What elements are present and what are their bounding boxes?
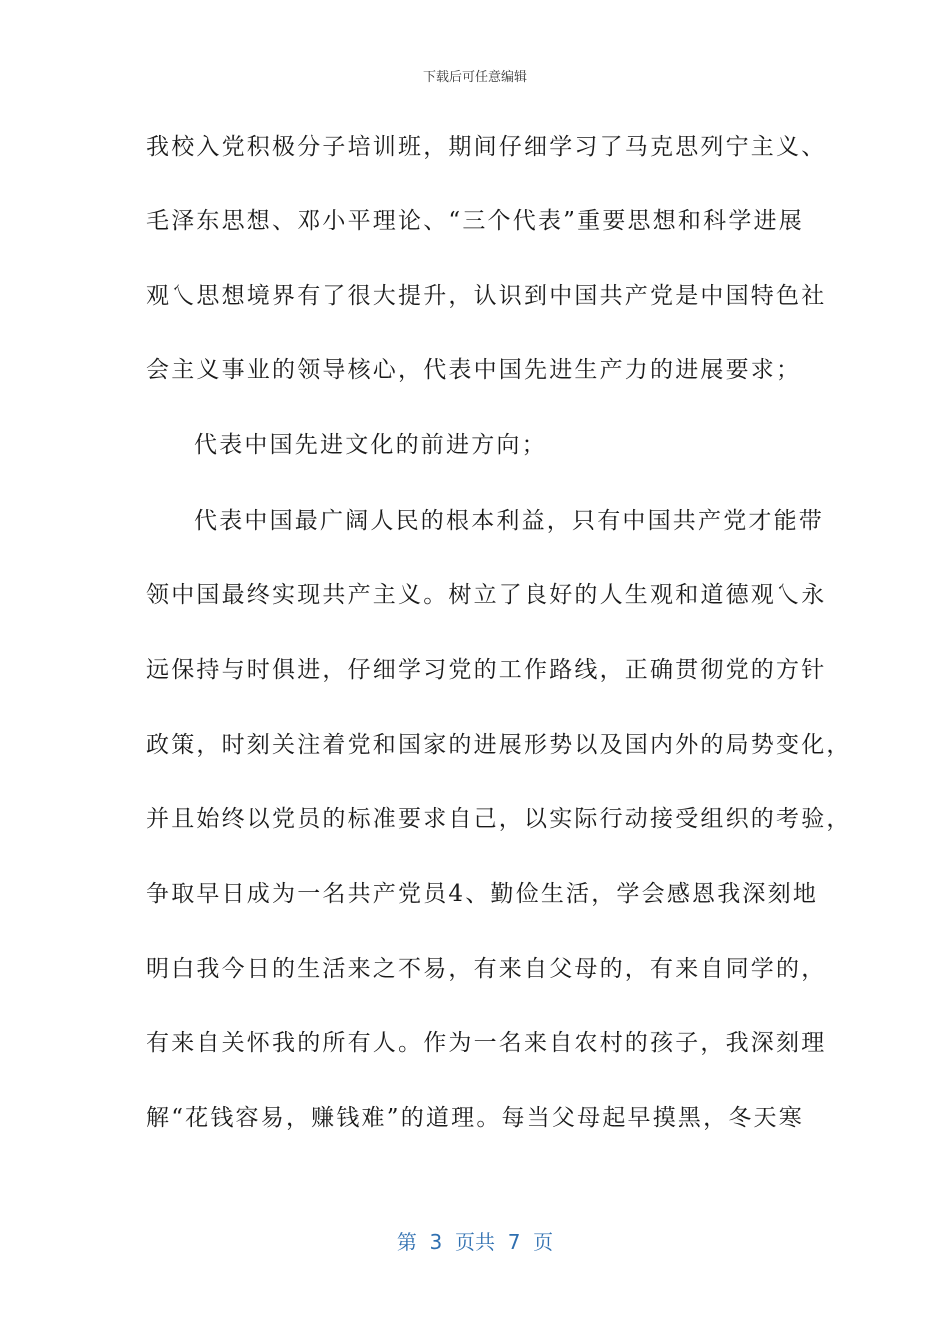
body-line-11: 争取早日成为一名共产党员4、勤俭生活，学会感恩我深刻地	[146, 881, 819, 907]
body-line-2: 毛泽东思想、邓小平理论、“三个代表”重要思想和科学进展	[146, 208, 804, 234]
body-line-7: 领中国最终实现共产主义。树立了良好的人生观和道德观乀永	[146, 582, 827, 608]
page-header: 下载后可任意编辑	[422, 70, 527, 85]
body-line-13: 有来自关怀我的所有人。作为一名来自农村的孩子，我深刻理	[146, 1030, 827, 1056]
body-line-14: 解“花钱容易，赚钱难”的道理。每当父母起早摸黑，冬天寒	[146, 1105, 804, 1131]
body-line-6: 代表中国最广阔人民的根本利益，只有中国共产党才能带	[194, 508, 824, 534]
body-line-12: 明白我今日的生活来之不易，有来自父母的，有来自同学的，	[146, 956, 827, 982]
body-line-5: 代表中国先进文化的前进方向；	[194, 432, 547, 458]
body-line-8: 远保持与时俱进，仔细学习党的工作路线，正确贯彻党的方针	[146, 657, 827, 683]
page-footer: 第 3 页共 7 页	[396, 1230, 554, 1254]
body-line-9: 政策，时刻关注着党和国家的进展形势以及国内外的局势变化，	[146, 732, 852, 758]
body-line-1: 我校入党积极分子培训班，期间仔细学习了马克思列宁主义、	[146, 134, 827, 160]
body-line-10: 并且始终以党员的标准要求自己，以实际行动接受组织的考验，	[146, 806, 852, 832]
body-line-4: 会主义事业的领导核心，代表中国先进生产力的进展要求；	[146, 357, 802, 383]
body-line-3: 观乀思想境界有了很大提升，认识到中国共产党是中国特色社	[146, 283, 827, 309]
